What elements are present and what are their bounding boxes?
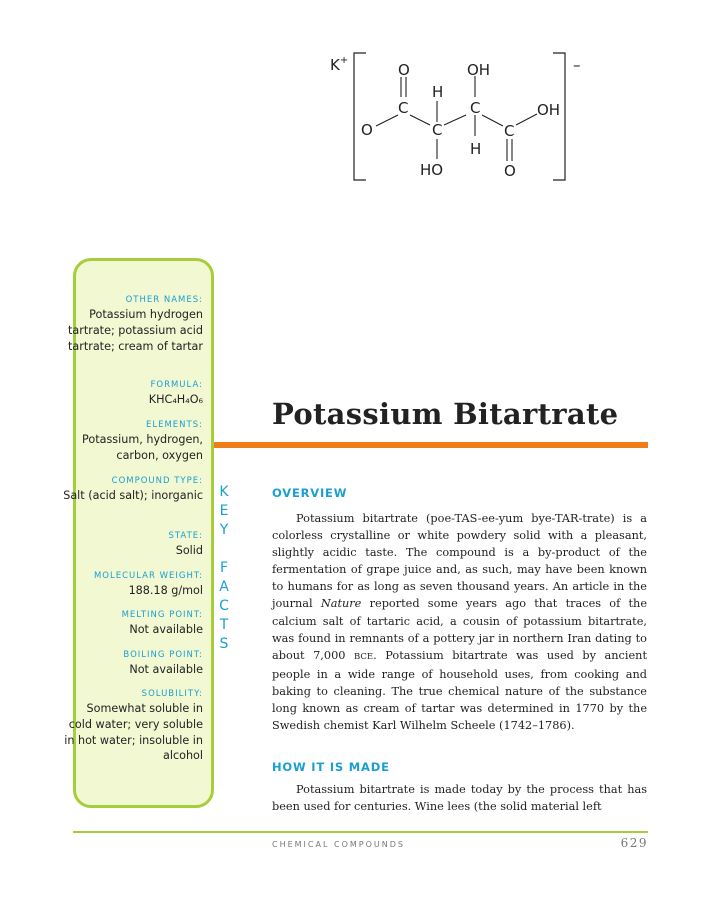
vertical-letter: A [219, 579, 229, 595]
how-made-paragraph: Potassium bitartrate is made today by the process that has been used for centuries. Wine lees (the solid material left [272, 783, 647, 814]
overview-text-part: reported some years ago that traces of the calcium salt of tartaric acid, a cousin of potassium bitartrate, was found in remnants of a pottery jar in northern Iran dating to about 7,000 [272, 597, 647, 662]
atom-c3: C [470, 99, 481, 117]
fact-formula [63, 379, 203, 408]
overview-text-part: Potassium bitartrate (poe-TAS-ee-yum bye-TAR-trate) is a colorless crystalline or white powdery solid with a pleasant, slightly acidic taste. The compound is a by-product of the fermentation of grape juice and, as such, may have been known to humans for as long as seven thousand years. An article in the journal [272, 512, 647, 611]
footer-rule [73, 831, 648, 833]
page-title: Potassium Bitartrate [272, 397, 619, 431]
fact-other-names [63, 294, 203, 354]
fact-value: Somewhat soluble in cold water; very soluble in hot water; insoluble in alcohol [64, 702, 203, 763]
key-facts-vertical-heading [213, 483, 235, 654]
vertical-letter: S [219, 636, 229, 652]
fact-label: STATE: [168, 531, 203, 541]
fact-compound-type [63, 475, 203, 504]
title-rule [214, 442, 648, 448]
fact-state [63, 530, 203, 559]
atom-o-top: O [398, 61, 410, 79]
vertical-letter: Y [219, 522, 229, 538]
vertical-letter: F [219, 560, 229, 576]
bond-c4-oh [516, 114, 537, 125]
key-facts-sidebar [63, 258, 214, 808]
chemical-structure-diagram [300, 45, 610, 195]
atom-h-top: H [432, 83, 444, 101]
fact-label: COMPOUND TYPE: [111, 476, 203, 486]
fact-value: Salt (acid salt); inorganic [63, 489, 203, 502]
fact-label: OTHER NAMES: [125, 295, 203, 305]
atom-ho-bottom: HO [420, 161, 444, 179]
vertical-letter: C [219, 598, 229, 614]
fact-label: BOILING POINT: [123, 650, 203, 660]
journal-name: Nature [320, 597, 362, 611]
overview-text [272, 510, 647, 734]
bond-c3-c4 [482, 115, 503, 126]
fact-label: MELTING POINT: [121, 610, 203, 620]
fact-solubility [63, 688, 203, 764]
atom-o-minus: O [361, 121, 373, 139]
overview-paragraph [272, 510, 647, 734]
vertical-letter: E [219, 503, 229, 519]
vertical-letter: T [219, 617, 229, 633]
overview-heading: OVERVIEW [272, 486, 348, 500]
fact-value: KHC₄H₄O₆ [148, 393, 203, 406]
fact-value: Potassium hydrogen tartrate; potassium acid tartrate; cream of tartar [68, 308, 203, 353]
anion-charge: – [573, 56, 581, 74]
fact-molecular-weight [63, 570, 203, 599]
footer-book-title: CHEMICAL COMPOUNDS [272, 840, 405, 849]
bond-c1-c2 [410, 115, 430, 125]
fact-label: SOLUBILITY: [141, 689, 203, 699]
fact-value: Potassium, hydrogen, carbon, oxygen [82, 433, 203, 462]
fact-label: FORMULA: [150, 380, 203, 390]
fact-label: MOLECULAR WEIGHT: [93, 571, 203, 581]
era-abbrev: BCE [354, 651, 374, 662]
atom-o-bottom: O [504, 162, 516, 180]
how-made-text [272, 781, 647, 815]
atom-c2: C [432, 121, 443, 139]
page-number: 629 [620, 836, 648, 850]
bond-c2-c3 [444, 115, 466, 125]
how-made-heading: HOW IT IS MADE [272, 760, 390, 774]
atom-oh-top: OH [467, 61, 491, 79]
vertical-letter [213, 540, 235, 559]
fact-boiling-point [63, 649, 203, 678]
fact-value: Solid [175, 544, 203, 557]
fact-melting-point [63, 609, 203, 638]
fact-label: ELEMENTS: [146, 420, 203, 430]
fact-elements [63, 419, 203, 464]
fact-value: 188.18 g/mol [128, 584, 203, 597]
cation-label: K+ [330, 55, 349, 74]
atom-oh-right: OH [537, 101, 561, 119]
atom-c1: C [398, 99, 409, 117]
fact-value: Not available [129, 623, 203, 636]
overview-text-part: . Potassium bitartrate was used by ancient people in a wide range of household uses, from cooking and baking to cleaning. The true chemical nature of the substance long known as cream of tartar was determined in 1770 by the Swedish chemist Karl Wilhelm Scheele (1742–1786). [272, 648, 648, 733]
vertical-letter: K [219, 484, 229, 500]
left-bracket [354, 53, 366, 180]
atom-c4: C [504, 122, 515, 140]
fact-value: Not available [129, 663, 203, 676]
bond-c1-ominus [376, 115, 398, 126]
atom-h-bottom: H [470, 140, 482, 158]
